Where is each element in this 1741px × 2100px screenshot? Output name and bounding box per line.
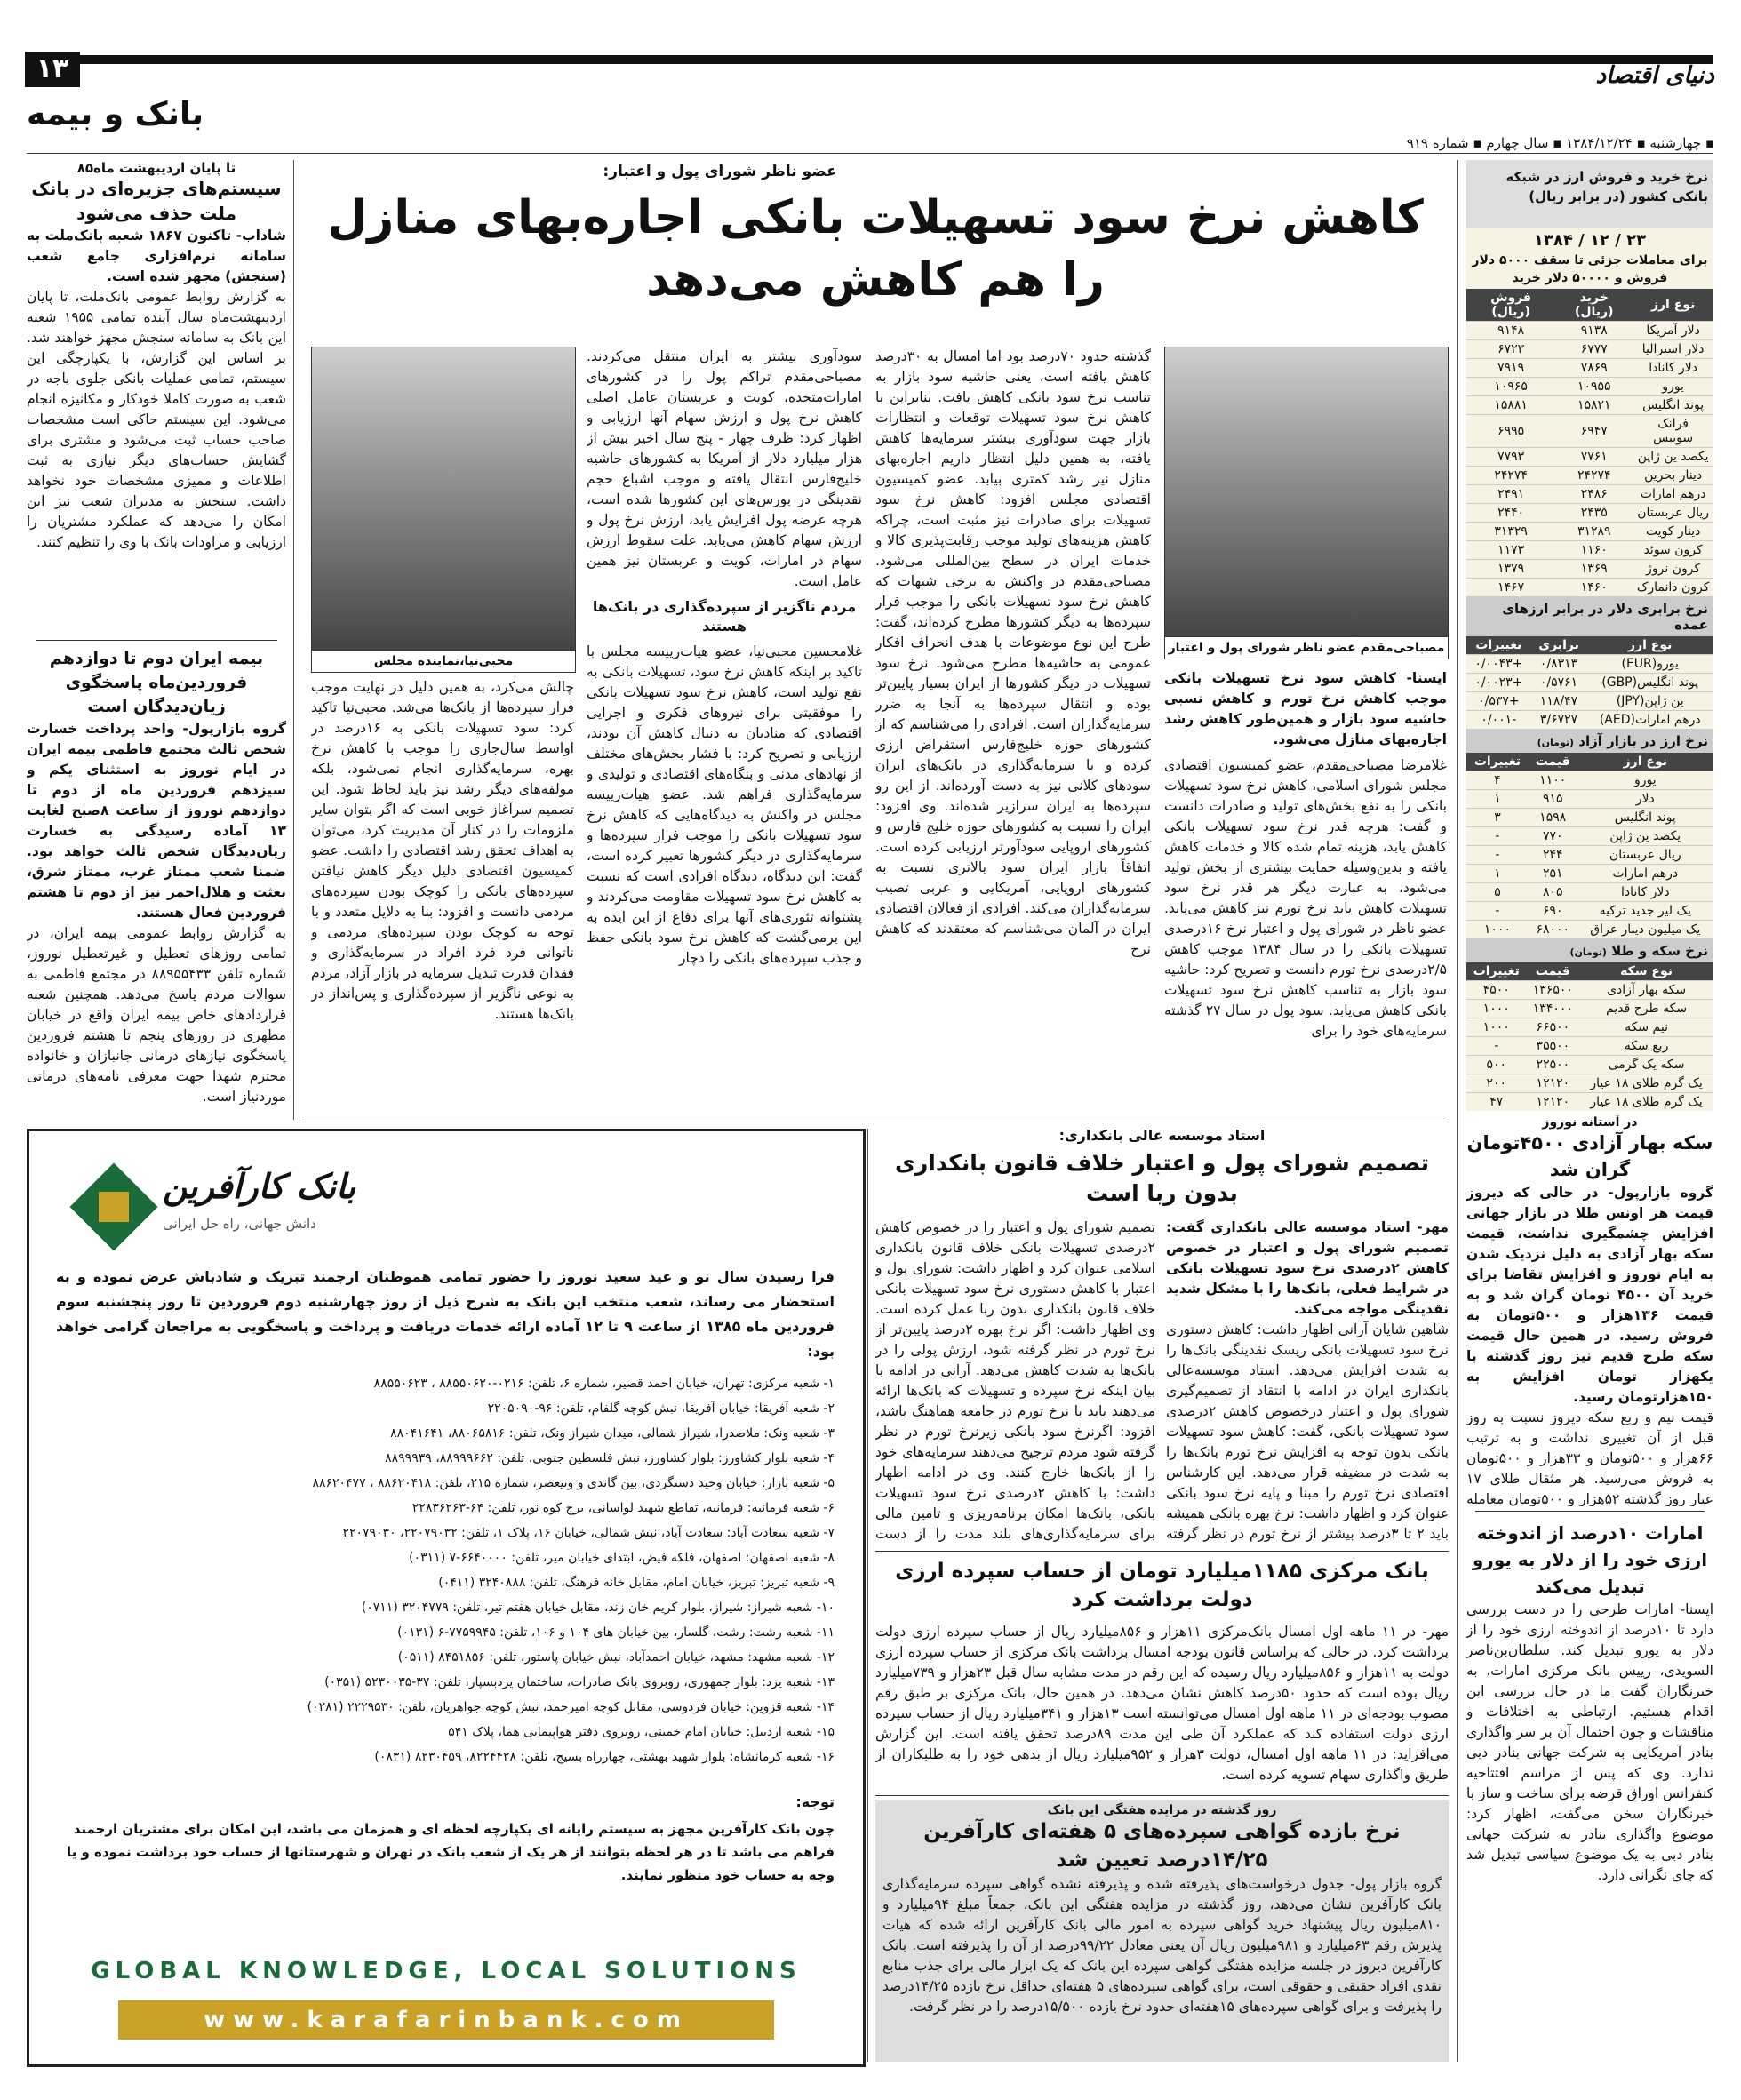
free-market-cell: - (1466, 846, 1529, 865)
ad-branch-item: ۱۰- شعبه شیراز: شیراز، بلوار کریم خان زند، مقابل خیابان هفتم تیر، تلفن: ۳۲۰۴۷۷۹ (۰۷۱۱) (361, 1601, 835, 1615)
ad-branch-item: ۲- شعبه آفریقا: خیابان آفریقا، نبش کوچه گلفام، تلفن: ۹۶-۲۲۰۵۰۹۰ (487, 1401, 835, 1416)
coin-cell: - (1466, 1037, 1527, 1056)
bank-rate-cell: کرون سوئد (1633, 541, 1713, 560)
parity-row (1466, 692, 1713, 711)
bank-rate-cell: ۲۴۸۶ (1555, 485, 1633, 504)
ad-branch-item: ۱۲- شعبه مشهد: مشهد، خیابان احمدآباد، نبش خیابان پاستور، تلفن: ۸۴۵۱۸۵۶ (۰۵۱۱) (397, 1650, 835, 1665)
bank-rate-cell: دلار استرالیا (1633, 340, 1713, 359)
mellat-kicker: تا پایان اردیبهشت ماه۸۵ (76, 160, 236, 176)
ali-col-1-text: شاهین شایان آرانی اظهار داشت: کاهش دستوری نرخ سود تسهیلات بانکی ریسک نقدینگی بانک‌ها را به شدت افزایش می‌دهد. استاد موسسه‌عالی بانکداری ایران در ادامه با انتقاد از تصمیم‌گیری شورای پول و اعتبار درخصوص کاهش ۲درصدی سود تسهیلات بانکی، گفت: کاهش سود تسهیلات بانکی بدون توجه به افزایش نرخ تورم بانک‌ها را به شدت در مضیقه قرار می‌دهد. این کارشناس اقتصادی نرخ تورم را مبنا و پایه نرخ سود بانکی عنوان کرد و اظهار داشت: نرخ بهره بانکی همیشه باید ۲ تا ۳درصد بیشتر از نرخ تورم در نظر گرفته (1166, 1321, 1449, 1542)
mellat-lead: شاداب- تاکنون ۱۸۶۷ شعبه بانک‌ملت به سامانه نرم‌افزاری جامع شعب (سنجش) مجهز شده است. (27, 228, 286, 284)
coin-cell: سکه بهار آزادی (1579, 981, 1713, 1000)
free-market-cell: ۹۱۵ (1529, 790, 1577, 809)
photo-mohebinia-caption: محبی‌نیا،نماینده مجلس (312, 650, 575, 672)
photo-mohebinia (311, 347, 576, 673)
free-market-cell: ریال عربستان (1577, 846, 1713, 865)
free-market-row (1466, 921, 1713, 939)
parity-column-header: نوع ارز (1586, 636, 1713, 655)
divider (875, 1795, 1449, 1796)
karafarin-name: بانک کارآفرین (163, 1167, 356, 1206)
mellat-title: سیستم‌های جزیره‌ای در بانک ملت حذف می‌شود (31, 178, 282, 224)
bank-rates-table (1466, 289, 1713, 597)
free-market-cell: ۲۴۴ (1529, 846, 1577, 865)
coin-cell: ۱۰۰۰ (1466, 1000, 1527, 1018)
coin-column-header: قیمت (1527, 962, 1580, 981)
main-col-1: غلامرضا مصباحی‌مقدم، عضو کمیسیون اقتصادی مجلس شورای اسلامی، کاهش نرخ سود تسهیلات بانکی را به نفع بخش‌های تولید و صادرات دانست و گفت: هرچه قدر نرخ سود تسهیلات بانکی کاهش یابد، هزینه تمام شده کالا و خدمات کاهش یافته و بدین‌وسیله حمایت بیشتری از بخش تولید می‌شود، به عبارت دیگر هر قدر نرخ سود تسهیلات کاهش یابد نرخ تورم نیز کاهش می‌یابد. عضو ناظر در شورای پول و اعتبار نرخ ۱۶درصدی تسهیلات بانکی را در سال ۱۳۸۴ موجب کاهش ۲/۵درصدی نرخ تورم دانست و تصریح کرد: حاشیه سود بازار به تناسب کاهش نرخ سود تسهیلات بانکی کاهش می‌یابد. سود پول در سال ۲۷ گذشته سرمایه‌های خود را برای (1164, 757, 1447, 1039)
free-market-row (1466, 902, 1713, 921)
parity-cell: -۰/۰۰۱ (1466, 711, 1531, 730)
free-market-cell: یک میلیون دینار عراق (1577, 921, 1713, 939)
bank-rate-cell: ۱۴۶۰ (1555, 579, 1633, 597)
parity-cell: ۰/۵۷۶۱ (1531, 674, 1587, 692)
main-col-3-text: سودآوری بیشتر به ایران منتقل می‌کردند. مصباحی‌مقدم تراکم پول را در کشورهای امارات‌متحده، کویت و عربستان عامل اصلی کاهش نرخ پول و ارزش سهام آنها ارزیابی و اظهار کرد: ظرف چهار - پنج سال اخیر بیش از هزار میلیارد دلار از آمریکا به کشورهای حاشیه خلیج‌فارس انتقال یافته و موجب اشباع حجم نقدینگی در بورس‌های این کشورها شده است، هرچه عرضه پول افزایش یابد، ارزش نرخ پول و ارزش سهام کاهش می‌یابد. علت سقوط ارزش سهام در امارات، کویت و عربستان نیز همین عامل است. (587, 348, 862, 589)
coin-cell: ۴۷ (1466, 1093, 1527, 1112)
free-market-cell: ۳ (1466, 809, 1529, 827)
free-market-cell: درهم امارات (1577, 865, 1713, 883)
karafarin-story-title: نرخ بازده گواهی سپرده‌های ۵ هفته‌ای کارآفرین ۱۴/۲۵درصد تعیین شد (923, 1820, 1401, 1872)
free-market-cell: ۱۰۰۰ (1466, 921, 1529, 939)
coin-cell: ۱۲۱۲۰ (1527, 1093, 1580, 1112)
bank-rate-cell: ۱۰۹۶۵ (1466, 378, 1555, 396)
ad-branch-item: ۷- شعبه سعادت آباد: سعادت آباد، نبش شمالی، خیابان ۱۶، پلاک ۱، تلفن: ۲۲۰۷۹۰۳۲، ۲۲۰۷۹۰۳۰ (342, 1526, 835, 1540)
coin-row (1466, 981, 1713, 1000)
free-market-cell: - (1466, 902, 1529, 921)
main-subhead: مردم ناگزیر از سپرده‌گذاری در بانک‌ها هستند (592, 598, 857, 635)
bank-rate-cell: ۲۴۳۵ (1555, 504, 1633, 523)
coin-cell: سکه طرح قدیم (1579, 1000, 1713, 1018)
parity-column-header: برابری (1531, 636, 1587, 655)
bank-rate-cell: یورو (1633, 378, 1713, 396)
coin-cell: یک گرم طلای ۱۸ عیار (1579, 1074, 1713, 1093)
bank-rate-cell: ۱۰۹۵۵ (1555, 378, 1633, 396)
parity-cell: ۱۱۸/۴۷ (1531, 692, 1587, 711)
coin-row (1466, 1018, 1713, 1037)
free-market-row (1466, 827, 1713, 846)
ad-branch-item: ۱۵- شعبه اردبیل: خیابان امام خمینی، روبروی دفتر هواپیمایی هما، پلاک ۵۴۱ (448, 1725, 835, 1739)
coin-cell: ۲۲۵۰۰ (1527, 1056, 1580, 1074)
coin-cell: ۱۲۱۲۰ (1527, 1074, 1580, 1093)
karafarin-story (875, 1800, 1449, 2062)
coin-cell: ۱۳۶۵۰۰ (1527, 981, 1580, 1000)
parity-cell: یورو(EUR) (1586, 655, 1713, 674)
free-market-cell: ۱۱۰۰ (1529, 771, 1577, 790)
main-lead-text: ایسنا- کاهش سود نرخ تسهیلات بانکی موجب کاهش نرخ تورم و کاهش نسبی حاشیه سود بازار و همین‌طور کاهش رشد اجاره‌بهای منازل می‌شود. (1164, 670, 1447, 747)
bank-rate-cell: ریال عربستان (1633, 504, 1713, 523)
free-market-cell: ۱ (1466, 865, 1529, 883)
ad-note-label: توجه: (795, 1793, 835, 1810)
ad-intro: فرا رسیدن سال نو و عید سعید نوروز را حضور تمامی هموطنان ارجمند تبریک و شادباش عرض نموده و به استحضار می رساند، شعب منتخب این بانک به شرح ذیل از روز چهارشنبه دوم فروردین تا روز پنجشنبه سوم فروردین ماه ۱۳۸۵ از ساعت ۹ تا ۱۲ آماده ارائه خدمات دریافت و پرداخت و پاسخگویی به مراجعان گرامی خواهد بود: (56, 1268, 835, 1360)
rates-note: برای معاملات جزئی تا سقف ۵۰۰۰ دلار فروش و ۵۰۰۰۰ دلار خرید (1472, 253, 1708, 285)
ad-url[interactable]: www.karafarinbank.com (118, 2000, 774, 2040)
bank-rate-row (1466, 504, 1713, 523)
bank-rate-row (1466, 359, 1713, 378)
divider (1475, 1511, 1705, 1512)
coin-story-lead: گروه بازارپول- در حالی که دیروز قیمت هر اونس طلا در بازار جهانی افزایش چشمگیری نداشت، قیمت سکه بهار آزادی به دلیل نزدیک شدن به ایام نوروز و افزایش تقاضا برای خرید آن ۴۵۰۰ تومان گران شد و به قیمت ۱۳۶هزار و ۵۰۰تومان به فروش رسید. در همین حال قیمت سکه طرح قدیم نیز روز گذشته با یکهزار تومان افزایش به ۱۵۰هزارتومان رسید. (1466, 1185, 1713, 1405)
free-market-cell: پوند انگلیس (1577, 809, 1713, 827)
free-market-cell: ۱۵۹۸ (1529, 809, 1577, 827)
free-market-table (1466, 753, 1713, 939)
main-headline-1: کاهش نرخ سود تسهیلات بانکی اجاره‌بهای منازل (327, 191, 1424, 244)
bank-rate-cell: ۱۱۶۰ (1555, 541, 1633, 560)
ad-branch-item: ۱۳- شعبه یزد: بلوار جمهوری، روبروی بانک صادرات، ساختمان یزدبسپار، تلفن: ۳۷-۵۲۳۰۰۳۵ (۰۳۵۱) (324, 1675, 835, 1689)
iran-insurance-title: بیمه ایران دوم تا دوازدهم فروردین‌ماه پاسخگوی زیان‌دیدگان است (49, 649, 264, 716)
bank-rate-cell: دینار بحرین (1633, 467, 1713, 485)
coin-story-kicker: در آستانه نوروز (1542, 1115, 1638, 1130)
coin-story-title: سکه بهار آزادی ۴۵۰۰تومان گران شد (1466, 1132, 1713, 1180)
free-market-cell: ۱ (1466, 790, 1529, 809)
ad-branch-item: ۱۶- شعبه کرمانشاه: بلوار شهید بهشتی، چهارراه بسیج، تلفن: ۸۲۲۴۴۲۸، ۸۲۳۰۴۵۹ (۰۸۳۱) (374, 1750, 835, 1764)
column-rule (1457, 160, 1458, 2062)
bank-rate-cell: ۶۹۴۷ (1555, 415, 1633, 448)
bank-rate-row (1466, 378, 1713, 396)
coin-cell: ۲۰۰ (1466, 1074, 1527, 1093)
free-market-column-header: قیمت (1529, 753, 1577, 771)
karafarin-story-body: گروه بازار پول- جدول درخواست‌های پذیرفته شده و پذیرفته نشده گواهی سپرده سرمایه‌گذاری بانک کارآفرین نشان می‌دهد، روز گذشته در مزایده هفتگی این بانک، جمعاً مبلغ ۹۴میلیارد و ۸۱۰میلیون ریال پیشنهاد خرید گواهی سپرده به امور مالی بانک کارآفرین ارائه شده که هیات پذیرش رقم ۶۳میلیارد و ۹۸۱میلیون ریال آن یعنی معادل ۹۹/۲۲درصد از آن را پذیرفته است. بانک کارآفرین دیروز در جلسه مزایده هفتگی گواهی سپرده این بانک که یک ابزار مالی برای جذب منابع نقدی افراد حقیقی و حقوقی است، برای گواهی سپرده‌های ۵ هفته‌ای حداقل نرخ بازده ۱۴/۲۵درصد را پذیرفت و برای گواهی سپرده‌های ۱۵هفته‌ای حدود نرخ بازده ۱۵/۵۰۰درصد را در نظر گرفت. (882, 1876, 1442, 2015)
parity-cell: پوند انگلیس(GBP) (1586, 674, 1713, 692)
top-rule (27, 55, 1713, 64)
parity-cell: +۰/۵۳۷ (1466, 692, 1531, 711)
coin-cell: ۴۵۰۰ (1466, 981, 1527, 1000)
ali-title: تصمیم شورای پول و اعتبار خلاف قانون بانکداری بدون ربا است (895, 1150, 1429, 1206)
karafarin-ad (27, 1129, 866, 2067)
coin-cell: یک گرم طلای ۱۸ عیار (1579, 1093, 1713, 1112)
central-bank-body: مهر- در ۱۱ ماهه اول امسال بانک‌مرکزی ۱۱هزار و ۸۵۶میلیارد ریال از حساب سپرده ارزی دولت برداشت کرد. در حالی که براساس قانون بودجه امسال برداشت بانک مرکزی از حساب سپرده ارزی دولت به ۱۱هزار و ۸۵۶میلیارد ریال رسیده که این رقم در مدت مشابه سال قبل ۲۳هزار و ۷۳۹میلیارد ریال بوده است که حدود ۵۰درصد کاهش نشان می‌دهد. در همین حال، بانک مرکزی بر طبق رقم مصوب بودجه‌ای در ۱۱ ماهه اول امسال می‌توانسته است ۱۳هزار و ۳۴۱میلیارد ریال از حساب سپرده ارزی دولت استفاده کند که عملکرد آن طی این مدت ۸۹درصد تحقق یافته است. این گزارش می‌افزاید: در ۱۱ ماهه اول امسال، دولت ۳هزار و ۹۵۲میلیارد ریال از بدهی خود را به طلبکاران از طریق واگذاری سهام تسویه کرده است. (875, 1624, 1449, 1783)
free-market-cell: ۶۹۰ (1529, 902, 1577, 921)
coin-cell: ۶۶۵۰۰ (1527, 1018, 1580, 1037)
column-rule (867, 1129, 868, 2062)
ad-branch-item: ۱۴- شعبه قزوین: خیابان فردوسی، مقابل کوچه امیرحمد، نبش کوچه جواهریان، تلفن: ۲۲۲۹۵۳۰ (۰۲۸۱) (307, 1700, 835, 1714)
parity-cell: ۳/۶۷۲۷ (1531, 711, 1587, 730)
main-col-3b-text: غلامحسین محبی‌نیا، عضو هیات‌رییسه مجلس با تاکید بر اینکه کاهش نرخ سود، تسهیلات بانکی به نفع تولید است، کاهش نرخ سود تسهیلات بانکی را موفقیتی برای نیروهای فکری و اجرایی اقتصادی که منادیان به دنبال کاهش آن بودند، ارزیابی و تصریح کرد: با فشار بخش‌های مختلف از نهادهای مدنی و بنگاه‌های اقتصادی و تولیدی و سرمایه‌گذاری فراهم شد. عضو هیات‌رییسه مجلس در واکنش به دیدگاه‌هایی که کاهش نرخ سود تسهیلات بانکی را موجب فرار سپرده‌ها و سرمایه‌گذاری در دیگر کشورها تعبیر کرده است، گفت: این دیدگاه، دیدگاه افرادی است که نسبت به کاهش نرخ سود تسهیلات مقاومت می‌کردند و پشتوانه تئوری‌های آنها برای دفاع از این ایده به این برمی‌گشت که کاهش نرخ سود بانکی حفظ و جذب سپرده‌های بانکی را دچار (587, 643, 862, 966)
bank-rate-cell: ۷۹۱۹ (1466, 359, 1555, 378)
bank-rate-cell: ۹۱۳۸ (1555, 322, 1633, 340)
bank-rate-column-header: نوع ارز (1633, 289, 1713, 322)
coin-row (1466, 1000, 1713, 1018)
bank-rate-cell: ۱۳۷۹ (1466, 560, 1555, 579)
bank-rate-cell: ۳۱۲۸۹ (1555, 523, 1633, 541)
coin-cell: نیم سکه (1579, 1018, 1713, 1037)
iran-insurance-body: به گزارش روابط عمومی بیمه ایران، در تمامی روزهای تعطیل و غیرتعطیل نوروز، شماره تلفن ۸۸۹۵۵۴۳۳ در مجتمع فاطمی به سوالات مردم پاسخ می‌دهد. همچنین شعبه قراردادهای خاص بیمه ایران واقع در خیابان مطهری در روزهای پنجم تا هشتم فروردین پاسخگوی نیازهای درمانی جانبازان و خانواده محترم شهدا جهت معرفی نامه‌های درمانی موردنیاز است. (27, 925, 286, 1105)
ad-branch-item: ۸- شعبه اصفهان: اصفهان، فلکه فیض، ابتدای خیابان میر، تلفن: ۶۶۴۰۰۰۰-۷ (۰۳۱۱) (409, 1551, 835, 1565)
emirates-title: امارات ۱۰درصد از اندوخته ارزی خود را از دلار به یورو تبدیل می‌کند (1472, 1522, 1708, 1597)
bank-rate-cell: ۲۴۹۱ (1466, 485, 1555, 504)
bank-rate-cell: یکصد ین ژاپن (1633, 448, 1713, 467)
coin-cell: ربع سکه (1579, 1037, 1713, 1056)
coin-cell: سکه یک گرمی (1579, 1056, 1713, 1074)
free-market-cell: دلار کانادا (1577, 883, 1713, 902)
free-market-column-header: نوع ارز (1577, 753, 1713, 771)
photo-mesbahi (1164, 347, 1449, 659)
bank-rate-row (1466, 415, 1713, 448)
bank-rate-column-header: خرید (ریال) (1555, 289, 1633, 322)
ad-branch-item: ۹- شعبه تبریز: تبریز، خیابان امام، مقابل خانه فرهنگ، تلفن: ۳۲۴۰۸۸۸ (۰۴۱۱) (438, 1576, 835, 1590)
parity-cell: درهم امارات(AED) (1586, 711, 1713, 730)
bank-rate-row (1466, 448, 1713, 467)
bank-rate-row (1466, 340, 1713, 359)
bank-rate-cell: ۶۷۲۳ (1466, 340, 1555, 359)
page-number: ۱۳ (25, 52, 80, 87)
parity-row (1466, 655, 1713, 674)
ad-branch-item: ۵- شعبه بازار: خیابان وحید دستگردی، بین گاندی و ونیعصر، شماره ۲۱۵، تلفن: ۸۸۶۲۰۴۱۸ ، ۸۸۶۲۰۴۷۷ (312, 1476, 835, 1490)
bank-rate-cell: ۷۸۶۹ (1555, 359, 1633, 378)
coin-column-header: تغییرات (1466, 962, 1527, 981)
karafarin-tagline: دانش جهانی، راه حل ایرانی (163, 1216, 316, 1232)
bank-rate-column-header: فروش (ریال) (1466, 289, 1555, 322)
coin-row (1466, 1037, 1713, 1056)
bank-rate-row (1466, 322, 1713, 340)
column-rule (293, 160, 294, 1120)
bank-rate-cell: دلار آمریکا (1633, 322, 1713, 340)
mellat-story (27, 160, 286, 658)
bank-rate-row (1466, 541, 1713, 560)
coin-table (1466, 962, 1713, 1111)
bank-rate-row (1466, 467, 1713, 485)
bank-rate-row (1466, 485, 1713, 504)
ali-col-2: تصمیم شورای پول و اعتبار را در خصوص کاهش ۲درصدی تسهیلات بانکی خلاف قانون بانکداری اسلامی عنوان کرد و اظهار داشت: شورای پول و اعتبار با کاهش دستوری نرخ سود تسهیلات بانکی خلاف قانون بانکداری بدون ربا عمل کرده است. وی اظهار داشت: اگر نرخ بهره ۲درصد پایین‌تر از نرخ تورم در نظر گرفته شود، ارزش پولی را در بانک‌ها به شدت کاهش می‌دهد. آرانی در ادامه با بیان اینکه نرخ سپرده و تسهیلات که بانک‌ها ارائه می‌دهند باید با نرخ تورم در جامعه هماهنگ باشد، افزود: اگرنرخ سود بانکی زیرنرخ تورم در نظر گرفته شود مردم ترجیح می‌دهند سرمایه‌های خود را از بانک‌ها خارج کنند. وی در ادامه اظهار داشت: با کاهش ۲درصدی نرخ سود تسهیلات بانکی، بانک‌ها امکان برنامه‌ریزی و تامین مالی برای سرمایه‌گذاری‌های بلند مدت را از دست (875, 1219, 1155, 1542)
bank-rate-row (1466, 396, 1713, 415)
bank-rate-row (1466, 560, 1713, 579)
bank-rate-cell: دلار کانادا (1633, 359, 1713, 378)
bank-rate-cell: ۱۴۶۷ (1466, 579, 1555, 597)
rates-date: ۲۳ / ۱۲ / ۱۳۸۴ (1533, 231, 1647, 250)
bank-rate-cell: ۶۹۹۵ (1466, 415, 1555, 448)
bank-rate-cell: کرون نروژ (1633, 560, 1713, 579)
parity-row (1466, 674, 1713, 692)
bank-rate-cell: ۳۱۳۲۹ (1466, 523, 1555, 541)
masthead-divider (27, 153, 1713, 154)
iran-insurance-lead: گروه بازارپول- واحد پرداخت خسارت شخص ثالث مجتمع فاطمی بیمه ایران در ایام نوروز به استثنای یکم و سیزدهم فروردین ماه از دوم تا دوازدهم نوروز از ساعت ۸صبح لغایت ۱۳ آماده رسیدگی به خسارت زیان‌دیدگان شخص ثالث خواهد بود. ضمنا شعب ممتاز غرب، ممتاز شرق، بعثت و هلال‌احمر نیز از دوم تا هشتم فروردین فعال هستند. (27, 721, 286, 921)
bank-rate-cell: دینار کویت (1633, 523, 1713, 541)
parity-table (1466, 636, 1713, 730)
coin-title: نرخ سکه و طلا (تومان) (1466, 939, 1713, 962)
bank-rate-cell: ۷۷۶۱ (1555, 448, 1633, 467)
bank-rate-cell: کرون دانمارک (1633, 579, 1713, 597)
parity-column-header: تغییرات (1466, 636, 1531, 655)
bank-rate-cell: ۱۱۷۳ (1466, 541, 1555, 560)
free-market-cell: دلار (1577, 790, 1713, 809)
rates-header: نرخ خرید و فروش ارز در شبکه بانکی کشور (در برابر ریال) (1466, 160, 1713, 228)
free-market-row (1466, 865, 1713, 883)
coin-column-header: نوع سکه (1579, 962, 1713, 981)
ad-note: چون بانک کارآفرین مجهز به سیستم رایانه ای یکپارچه لحظه ای و همزمان می باشد، این امکان برای مشتریان ارجمند فراهم می باشد تا در هر لحظه بتوانند از هر یک از شعب بانک در تهران و شهرستانها از حساب خود برداشت نموده و یا وجه به حساب خود منظور نمایند. (66, 1821, 835, 1883)
main-col-4: چالش می‌کرد، به همین دلیل در نهایت موجب فرار سپرده‌ها از بانک‌ها می‌شد. محبی‌نیا تاکید کرد: سود تسهیلات بانکی به ۱۶درصد در اواسط سال‌جاری را موجب با کاهش نرخ بهره، سرمایه‌گذاری انجام نمی‌شود، بلکه مولفه‌های دیگر رشد نیز باید لحاظ شود. این تصمیم سرآغاز خوبی است که اگر بتوان سایر ملزومات را در کنار آن مدیریت کرد، می‌توان به اهداف تحقق رشد اقتصادی را داشت. عضو کمیسیون اقتصادی دلیل دیگر کاهش نیافتن سپرده‌های بانکی را کوچک بودن سپرده‌های مردمی دانست و افزود: بنا به دلایل متعدد و با توجه به کوچک بودن سپرده‌های مردمی و ناتوانی فرد فرد افراد در سرمایه‌گذاری و فقدان قدرت تبدیل سرمایه در بازار آزاد، مردم به نوعی ناگزیر از سپرده‌گذاری و پس‌انداز در بانک‌ها هستند. (311, 679, 574, 1022)
main-col-3 (587, 347, 862, 1115)
ad-branch-item: ۳- شعبه ونک: ملاصدرا، شیراز شمالی، میدان شیراز ونک، تلفن: ۸۸۰۶۵۸۱۶، ۸۸۰۴۱۶۴۱ (390, 1426, 835, 1441)
free-market-cell: - (1466, 827, 1529, 846)
bank-rate-cell: ۲۴۲۷۴ (1466, 467, 1555, 485)
bank-rate-cell: ۲۴۲۷۴ (1555, 467, 1633, 485)
bank-rate-cell: ۶۷۷۷ (1555, 340, 1633, 359)
bank-rate-cell: ۲۴۴۰ (1466, 504, 1555, 523)
bank-rate-row (1466, 579, 1713, 597)
divider (875, 1551, 1449, 1552)
central-bank-title: بانک مرکزی ۱۱۸۵میلیارد تومان از حساب سپرده ارزی دولت برداشت کرد (895, 1560, 1429, 1611)
parity-title: نرخ برابری دلار در برابر ارزهای عمده (1466, 597, 1713, 636)
newspaper-logo: دنیای اقتصاد (1595, 62, 1714, 89)
bank-rate-cell: ۱۵۸۲۱ (1555, 396, 1633, 415)
free-market-cell: یک لیر جدید ترکیه (1577, 902, 1713, 921)
parity-cell: ۰/۸۳۱۳ (1531, 655, 1587, 674)
parity-cell: +۰/۰۰۴۳ (1466, 655, 1531, 674)
ad-branch-item: ۱۱- شعبه رشت: رشت، گلسار، بین خیابان های ۱۰۴ و ۱۰۶، تلفن: ۷۷۵۹۹۴۵-۶ (۰۱۳۱) (397, 1625, 835, 1640)
free-market-cell: ۶۸۰۰۰ (1529, 921, 1577, 939)
bank-rate-cell: ۹۱۴۸ (1466, 322, 1555, 340)
ali-kicker: استاد موسسه عالی بانکداری: (1058, 1127, 1266, 1144)
free-market-cell: ۷۷۰ (1529, 827, 1577, 846)
ali-lead: مهر- استاد موسسه عالی بانکداری گفت: تصمیم شورای پول و اعتبار در خصوص کاهش ۲درصدی نرخ سود تسهیلات بانکی در شرایط فعلی، بانک‌ها را با مشکل شدید نقدینگی مواجه می‌کند. (1166, 1219, 1449, 1317)
emirates-story (1466, 1520, 1713, 2062)
bank-rate-cell: ۱۳۶۹ (1555, 560, 1633, 579)
mellat-body: به گزارش روابط عمومی بانک‌ملت، تا پایان اردیبهشت‌ماه سال آینده تمامی ۱۹۵۵ شعبه این بانک به سامانه سنجش مجهز خواهند شد. بر اساس این گزارش، با یکپارچگی این سیستم، تمامی عملیات بانکی جلوی باجه در شعب به صورت کاملا خودکار و مکانیزه انجام می‌شود. این سیستم حاکی است مشخصات صاحب حساب ثبت می‌شود و مشتری برای گشایش حساب‌های دیگر نیازی به ثبت اطلاعات و ممیزی مشخصات خود نخواهد داشت. سنجش به مدیران شعب نیز این امکان را می‌دهد که عملکرد مشتریان را ارزیابی و مراودات بانک با وی را تنظیم کنند. (27, 289, 286, 550)
coin-cell: ۱۳۴۰۰۰ (1527, 1000, 1580, 1018)
ali-col-1 (1166, 1218, 1449, 1545)
main-col-2: گذشته حدود ۷۰درصد بود اما امسال به ۳۰درصد کاهش یافته است، یعنی حاشیه سود بازار به تناسب نرخ سود بانکی کاهش یافت. بنابراین با کاهش نرخ سود تسهیلات توقعات و انتظارات بازار جهت سودآوری بیشتر سرمایه‌ها کاهش یافته، به همین دلیل انتظار داریم اجاره‌بهای منازل نیز رشد کمتری بیابد. عضو کمیسیون اقتصادی مجلس افزود: کاهش نرخ سود تسهیلات برای صادرات نیز مثبت است، چراکه کاهش هزینه‌های تولید موجب رقابت‌پذیری کالا و خدمات ایران در سطح بین‌المللی می‌شود. مصباحی‌مقدم در واکنش به برخی شبهات که کاهش نرخ سود تسهیلات بانکی را موجب فرار سپرده‌ها به دیگر کشورها مطرح کرده‌اند، گفت: طرح این نوع موضوعات با هدف انحراف افکار عمومی به حاشیه‌ها مطرح می‌شود. نرخ سود تسهیلات در دیگر کشورها از ایران بسیار پایین‌تر بوده و انتقال سپرده‌ها به آنجا به ضرر سرمایه‌گذاران است. افرادی را می‌شناسم که از کشورهای حوزه خلیج‌فارس استقراض ارزی کرده و با سرمایه‌گذاری در بانک‌های ایران سودهای کلانی نیز به دست آورده‌اند. از این رو سپرده‌ها به ایران سرازیر شده‌اند. وی افزود: ایران را نسبت به کشورهای حوزه خلیج فارس و کشورهای اروپایی سودآورتر ارزیابی کرده است. اتفاقاً بازار ایران سود بالاتری نسبت به کشورهای اروپایی، آمریکایی و عربی تصیب سرمایه‌گذاران می‌کند. افرادی از فعالان اقتصادی ایران در آلمان می‌شناسم که معتقدند که کاهش نرخ (875, 348, 1151, 957)
parity-cell: +۰/۰۰۲۳ (1466, 674, 1531, 692)
free-market-row (1466, 790, 1713, 809)
main-headline-2: را هم کاهش می‌دهد (646, 253, 1105, 307)
bank-rate-cell: ۷۷۹۳ (1466, 448, 1555, 467)
free-market-row (1466, 771, 1713, 790)
ad-branch-list (56, 1371, 835, 1769)
coin-cell: ۳۵۵۰۰ (1527, 1037, 1580, 1056)
karafarin-logo-icon (74, 1167, 154, 1247)
free-market-row (1466, 846, 1713, 865)
parity-cell: ین ژاپن(JPY) (1586, 692, 1713, 711)
free-market-row (1466, 809, 1713, 827)
bank-rate-cell: پوند انگلیس (1633, 396, 1713, 415)
main-kicker: عضو ناظر شورای پول و اعتبار: (603, 163, 837, 180)
coin-row (1466, 1093, 1713, 1112)
divider (36, 640, 277, 641)
bank-rate-cell: فرانک سوییس (1633, 415, 1713, 448)
free-market-cell: یکصد ین ژاپن (1577, 827, 1713, 846)
ad-branch-item: ۴- شعبه بلوار کشاورز: بلوار کشاورز، نبش فلسطین جنوبی، تلفن: ۸۸۹۹۹۶۶۲، ۸۸۹۹۹۳۹ (385, 1451, 835, 1465)
free-market-cell: ۵ (1466, 883, 1529, 902)
karafarin-story-kicker: روز گذشته در مزایده هفتگی این بانک (1047, 1803, 1277, 1817)
bank-rate-cell: ۱۵۸۸۱ (1466, 396, 1555, 415)
photo-mesbahi-caption: مصباحی‌مقدم عضو ناظر شورای پول و اعتبار (1165, 636, 1448, 659)
coin-row (1466, 1074, 1713, 1093)
free-market-cell: ۸۰۵ (1529, 883, 1577, 902)
ad-branch-item: ۱- شعبه مرکزی: تهران، خیابان احمد قصیر، شماره ۶، تلفن: ۰۲۱۶-۸۸۵۵۰۶۲۰ ، ۸۸۵۵۰۶۲۳ (373, 1377, 835, 1391)
free-market-column-header: تغییرات (1466, 753, 1529, 771)
section-title: بانک و بیمه (27, 96, 204, 132)
coin-cell: ۵۰۰ (1466, 1056, 1527, 1074)
emirates-body: ایسنا- امارات طرحی را در دست بررسی دارد تا ۱۰درصد از اندوخته ارزی خود را از دلار به یورو تبدیل کند. سلطان‌بن‌ناصر السویدی، رییس بانک مرکزی امارات، به خبرنگاران گفت ما در حال بررسی این اقدام هستیم. ارتباطی به اختلافات و مناقشات و چون احتمال آن بر سر واگذاری بنادر آمریکایی به شرکت جهانی بنادر دبی ندارد. وی که پس از مراسم افتتاحیه کنفرانس اوراق قرضه برای ساخت و ساز با خبرنگاران سخن می‌گفت، اظهار کرد: موضوع واگذاری بنادر به شرکت جهانی بنادر دبی به یک موضوع سیاسی تبدیل شد که جای نگرانی دارد. (1466, 1601, 1713, 1883)
rates-panel (1466, 160, 1713, 1111)
coin-story-body: قیمت نیم و ربع سکه دیروز نسبت به روز قبل از آن تغییری نداشت و به ترتیب ۶۶هزار و ۵۰۰تومان و ۳۳هزار و ۵۰۰تومان به فروش می‌رسید. هر مثقال طلای ۱۷ عیار روز گذشته ۵۲هزار و ۵۰۰تومان معامله (1466, 1409, 1713, 1506)
free-market-cell: یورو (1577, 771, 1713, 790)
iran-insurance-story (27, 647, 286, 1118)
parity-row (1466, 711, 1713, 730)
coin-cell: ۱۰۰۰ (1466, 1018, 1527, 1037)
free-market-title: نرخ ارز در بازار آزاد (تومان) (1466, 730, 1713, 753)
ad-slogan: GLOBAL KNOWLEDGE, LOCAL SOLUTIONS (91, 1958, 802, 1984)
coin-row (1466, 1056, 1713, 1074)
coin-story (1466, 1115, 1713, 1506)
bank-rate-cell: درهم امارات (1633, 485, 1713, 504)
free-market-cell: ۲۵۱ (1529, 865, 1577, 883)
free-market-cell: ۴ (1466, 771, 1529, 790)
ad-branch-item: ۶- شعبه فرمانیه: فرمانیه، تقاطع شهید لواسانی، برج کوه نور، تلفن: ۶۴-۲۲۸۳۶۲۶۳ (411, 1501, 835, 1515)
dateline: ▪ چهارشنبه ▪ ۱۳۸۴/۱۲/۲۴ ▪ سال چهارم ▪ شماره ۹۱۹ (1406, 135, 1714, 151)
bank-rate-row (1466, 523, 1713, 541)
free-market-row (1466, 883, 1713, 902)
